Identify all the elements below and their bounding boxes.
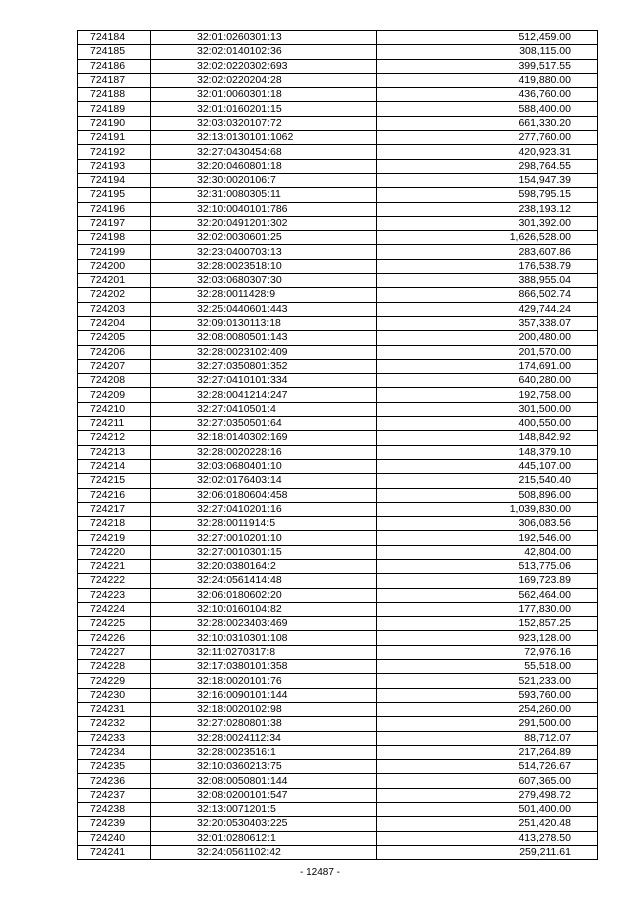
amount-cell: 283,607.86 [377,245,598,259]
amount-cell: 259,211.61 [377,845,598,859]
amount-cell: 598,795.15 [377,188,598,202]
record-id-cell: 724194 [78,173,151,187]
table-row [78,417,598,431]
record-id-cell: 724204 [78,316,151,330]
amount-cell: 562,464.00 [377,588,598,602]
record-id-cell: 724191 [78,131,151,145]
table-row [78,202,598,216]
cadastral-number-cell: 32:16:0090101:144 [151,688,377,702]
table-row [78,602,598,616]
cadastral-number-cell: 32:30:0020106:7 [151,173,377,187]
amount-cell: 301,392.00 [377,216,598,230]
record-id-cell: 724236 [78,774,151,788]
record-id-cell: 724189 [78,102,151,116]
table-row [78,116,598,130]
table-row [78,631,598,645]
cadastral-number-cell: 32:27:0350501:64 [151,417,377,431]
cadastral-number-cell: 32:27:0350801:352 [151,359,377,373]
record-id-cell: 724192 [78,145,151,159]
amount-cell: 277,760.00 [377,131,598,145]
record-id-cell: 724215 [78,474,151,488]
table-row [78,660,598,674]
record-id-cell: 724206 [78,345,151,359]
cadastral-number-cell: 32:18:0140302:169 [151,431,377,445]
record-id-cell: 724210 [78,402,151,416]
cadastral-number-cell: 32:28:0011428:9 [151,288,377,302]
amount-cell: 42,804.00 [377,545,598,559]
page-number: - 12487 - [299,867,341,878]
table-row [78,574,598,588]
table-row [78,131,598,145]
amount-cell: 357,338.07 [377,316,598,330]
cadastral-number-cell: 32:27:0410501:4 [151,402,377,416]
table-row [78,502,598,516]
cadastral-number-cell: 32:27:0430454:68 [151,145,377,159]
cadastral-number-cell: 32:08:0050801:144 [151,774,377,788]
record-id-cell: 724216 [78,488,151,502]
table-row [78,388,598,402]
amount-cell: 291,500.00 [377,717,598,731]
amount-cell: 148,842.92 [377,431,598,445]
table-row [78,259,598,273]
amount-cell: 152,857.25 [377,617,598,631]
record-id-cell: 724190 [78,116,151,130]
amount-cell: 1,626,528.00 [377,231,598,245]
cadastral-number-cell: 32:28:0011914:5 [151,517,377,531]
cadastral-number-cell: 32:18:0020102:98 [151,702,377,716]
table-row [78,331,598,345]
cadastral-number-cell: 32:01:0060301:18 [151,88,377,102]
table-row [78,173,598,187]
record-id-cell: 724235 [78,760,151,774]
cadastral-number-cell: 32:31:0080305:11 [151,188,377,202]
cadastral-number-cell: 32:11:0270317:8 [151,645,377,659]
cadastral-number-cell: 32:28:0023403:469 [151,617,377,631]
cadastral-number-cell: 32:10:0310301:108 [151,631,377,645]
amount-cell: 436,760.00 [377,88,598,102]
table-row [78,745,598,759]
cadastral-number-cell: 32:01:0260301:13 [151,31,377,45]
amount-cell: 588,400.00 [377,102,598,116]
table-row [78,73,598,87]
amount-cell: 88,712.07 [377,731,598,745]
table-row [78,288,598,302]
cadastral-number-cell: 32:01:0280612:1 [151,831,377,845]
cadastral-number-cell: 32:03:0680307:30 [151,274,377,288]
table-row [78,231,598,245]
cadastral-number-cell: 32:09:0130113:18 [151,316,377,330]
record-id-cell: 724228 [78,660,151,674]
table-row [78,445,598,459]
amount-cell: 512,459.00 [377,31,598,45]
record-id-cell: 724187 [78,73,151,87]
amount-cell: 200,480.00 [377,331,598,345]
table-row [78,831,598,845]
cadastral-number-cell: 32:01:0160201:15 [151,102,377,116]
cadastral-number-cell: 32:10:0360213:75 [151,760,377,774]
amount-cell: 192,546.00 [377,531,598,545]
cadastral-number-cell: 32:03:0320107:72 [151,116,377,130]
cadastral-number-cell: 32:02:0030601:25 [151,231,377,245]
table-row [78,588,598,602]
cadastral-number-cell: 32:06:0180602:20 [151,588,377,602]
table-row [78,760,598,774]
record-id-cell: 724230 [78,688,151,702]
amount-cell: 1,039,830.00 [377,502,598,516]
table-row [78,474,598,488]
amount-cell: 177,830.00 [377,602,598,616]
amount-cell: 420,923.31 [377,145,598,159]
cadastral-number-cell: 32:02:0220204:28 [151,73,377,87]
record-id-cell: 724201 [78,274,151,288]
table-row [78,216,598,230]
amount-cell: 55,518.00 [377,660,598,674]
amount-cell: 308,115.00 [377,45,598,59]
record-id-cell: 724241 [78,845,151,859]
record-id-cell: 724213 [78,445,151,459]
cadastral-number-cell: 32:28:0023102:409 [151,345,377,359]
record-id-cell: 724185 [78,45,151,59]
amount-cell: 148,379.10 [377,445,598,459]
cadastral-number-cell: 32:27:0010201:10 [151,531,377,545]
table-row [78,245,598,259]
cadastral-number-cell: 32:13:0071201:5 [151,803,377,817]
cadastral-number-cell: 32:20:0380164:2 [151,559,377,573]
table-row [78,402,598,416]
record-id-cell: 724218 [78,517,151,531]
cadastral-number-cell: 32:27:0010301:15 [151,545,377,559]
record-id-cell: 724220 [78,545,151,559]
amount-cell: 154,947.39 [377,173,598,187]
record-id-cell: 724188 [78,88,151,102]
table-row [78,316,598,330]
cadastral-number-cell: 32:10:0160104:82 [151,602,377,616]
amount-cell: 306,083.56 [377,517,598,531]
data-table [77,30,598,860]
amount-cell: 661,330.20 [377,116,598,130]
table-row [78,645,598,659]
record-id-cell: 724212 [78,431,151,445]
cadastral-number-cell: 32:10:0040101:786 [151,202,377,216]
amount-cell: 400,550.00 [377,417,598,431]
cadastral-number-cell: 32:18:0020101:76 [151,674,377,688]
amount-cell: 192,758.00 [377,388,598,402]
amount-cell: 301,500.00 [377,402,598,416]
amount-cell: 419,880.00 [377,73,598,87]
cadastral-number-cell: 32:23:0400703:13 [151,245,377,259]
record-id-cell: 724225 [78,617,151,631]
table-body [78,31,598,860]
table-row [78,817,598,831]
record-id-cell: 724195 [78,188,151,202]
amount-cell: 254,260.00 [377,702,598,716]
record-id-cell: 724223 [78,588,151,602]
table-row [78,302,598,316]
table-row [78,531,598,545]
cadastral-number-cell: 32:20:0530403:225 [151,817,377,831]
record-id-cell: 724205 [78,331,151,345]
table-row [78,803,598,817]
amount-cell: 279,498.72 [377,788,598,802]
amount-cell: 413,278.50 [377,831,598,845]
cadastral-number-cell: 32:20:0460801:18 [151,159,377,173]
cadastral-number-cell: 32:03:0680401:10 [151,459,377,473]
record-id-cell: 724198 [78,231,151,245]
table-row [78,688,598,702]
record-id-cell: 724200 [78,259,151,273]
amount-cell: 399,517.55 [377,59,598,73]
record-id-cell: 724203 [78,302,151,316]
cadastral-number-cell: 32:02:0176403:14 [151,474,377,488]
cadastral-number-cell: 32:28:0023516:1 [151,745,377,759]
cadastral-number-cell: 32:28:0041214:247 [151,388,377,402]
record-id-cell: 724227 [78,645,151,659]
cadastral-number-cell: 32:27:0280801:38 [151,717,377,731]
table-row [78,45,598,59]
cadastral-number-cell: 32:02:0140102:36 [151,45,377,59]
cadastral-number-cell: 32:24:0561102:42 [151,845,377,859]
record-id-cell: 724214 [78,459,151,473]
cadastral-number-cell: 32:28:0024112:34 [151,731,377,745]
table-row [78,31,598,45]
amount-cell: 215,540.40 [377,474,598,488]
record-id-cell: 724231 [78,702,151,716]
amount-cell: 866,502.74 [377,288,598,302]
table-row [78,845,598,859]
record-id-cell: 724209 [78,388,151,402]
table-row [78,374,598,388]
record-id-cell: 724193 [78,159,151,173]
record-id-cell: 724196 [78,202,151,216]
table-row [78,431,598,445]
amount-cell: 923,128.00 [377,631,598,645]
table-row [78,702,598,716]
table-row [78,145,598,159]
amount-cell: 514,726.67 [377,760,598,774]
table-row [78,617,598,631]
amount-cell: 445,107.00 [377,459,598,473]
amount-cell: 298,764.55 [377,159,598,173]
cadastral-number-cell: 32:06:0180604:458 [151,488,377,502]
table-row [78,559,598,573]
amount-cell: 176,538.79 [377,259,598,273]
cadastral-number-cell: 32:08:0080501:143 [151,331,377,345]
table-row [78,88,598,102]
table-row [78,102,598,116]
record-id-cell: 724222 [78,574,151,588]
table-row [78,674,598,688]
record-id-cell: 724208 [78,374,151,388]
table-row [78,488,598,502]
cadastral-number-cell: 32:08:0200101:547 [151,788,377,802]
cadastral-number-cell: 32:24:0561414:48 [151,574,377,588]
amount-cell: 521,233.00 [377,674,598,688]
amount-cell: 169,723.89 [377,574,598,588]
amount-cell: 593,760.00 [377,688,598,702]
cadastral-number-cell: 32:27:0410201:16 [151,502,377,516]
record-id-cell: 724240 [78,831,151,845]
cadastral-number-cell: 32:28:0020228:16 [151,445,377,459]
cadastral-number-cell: 32:20:0491201:302 [151,216,377,230]
amount-cell: 174,691.00 [377,359,598,373]
amount-cell: 501,400.00 [377,803,598,817]
record-id-cell: 724224 [78,602,151,616]
table-row [78,59,598,73]
amount-cell: 251,420.48 [377,817,598,831]
record-id-cell: 724184 [78,31,151,45]
cadastral-number-cell: 32:28:0023518:10 [151,259,377,273]
amount-cell: 513,775.06 [377,559,598,573]
table-row [78,517,598,531]
record-id-cell: 724233 [78,731,151,745]
cadastral-number-cell: 32:17:0380101:358 [151,660,377,674]
cadastral-number-cell: 32:13:0130101:1062 [151,131,377,145]
amount-cell: 217,264.89 [377,745,598,759]
amount-cell: 429,744.24 [377,302,598,316]
record-id-cell: 724202 [78,288,151,302]
table-row [78,188,598,202]
record-id-cell: 724239 [78,817,151,831]
table-row [78,345,598,359]
record-id-cell: 724238 [78,803,151,817]
record-id-cell: 724207 [78,359,151,373]
cadastral-number-cell: 32:27:0410101:334 [151,374,377,388]
record-id-cell: 724219 [78,531,151,545]
record-id-cell: 724232 [78,717,151,731]
amount-cell: 607,365.00 [377,774,598,788]
cadastral-number-cell: 32:25:0440601:443 [151,302,377,316]
amount-cell: 388,955.04 [377,274,598,288]
record-id-cell: 724237 [78,788,151,802]
table-row [78,788,598,802]
amount-cell: 640,280.00 [377,374,598,388]
amount-cell: 508,896.00 [377,488,598,502]
record-id-cell: 724226 [78,631,151,645]
record-id-cell: 724229 [78,674,151,688]
record-id-cell: 724221 [78,559,151,573]
record-id-cell: 724211 [78,417,151,431]
record-id-cell: 724217 [78,502,151,516]
record-id-cell: 724199 [78,245,151,259]
table-row [78,545,598,559]
record-id-cell: 724186 [78,59,151,73]
table-row [78,731,598,745]
table-row [78,717,598,731]
record-id-cell: 724197 [78,216,151,230]
cadastral-number-cell: 32:02:0220302:693 [151,59,377,73]
amount-cell: 201,570.00 [377,345,598,359]
table-row [78,159,598,173]
table-row [78,274,598,288]
table-row [78,774,598,788]
table-row [78,459,598,473]
table-row [78,359,598,373]
amount-cell: 238,193.12 [377,202,598,216]
amount-cell: 72,976.16 [377,645,598,659]
record-id-cell: 724234 [78,745,151,759]
